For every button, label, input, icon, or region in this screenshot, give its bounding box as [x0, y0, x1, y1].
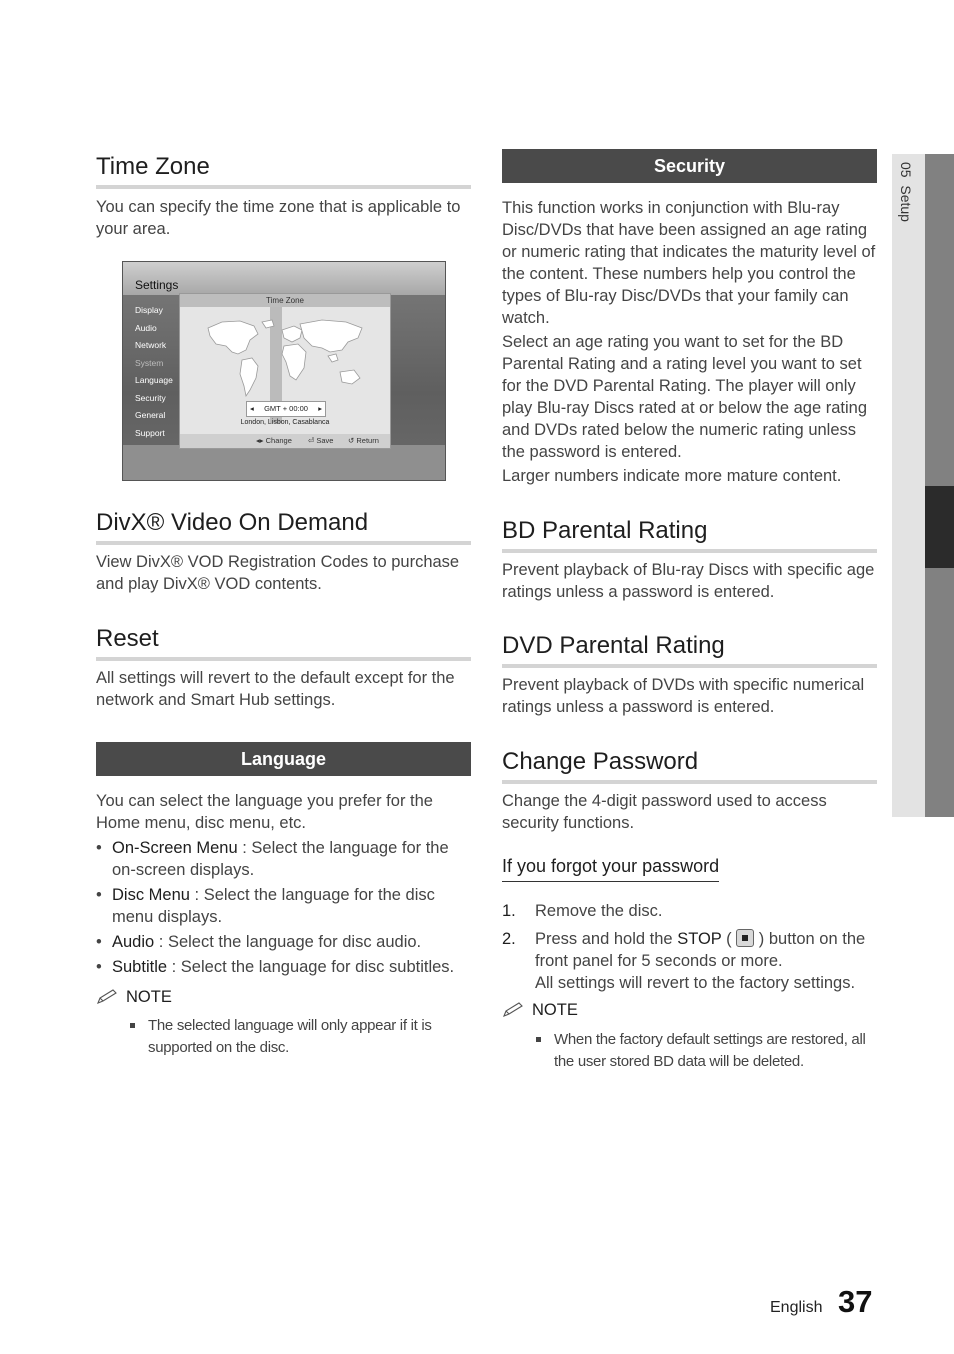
- menu-item-general[interactable]: General: [135, 410, 166, 420]
- dvd-parental-text: Prevent playback of DVDs with specific numerical ratings unless a password is entered.: [502, 676, 865, 716]
- pencil-icon: [502, 1002, 526, 1018]
- cities-label: London, Lisbon, Casablanca: [240, 419, 330, 426]
- language-note-title: NOTE: [96, 988, 172, 1007]
- save-hint: ⏎ Save: [308, 436, 334, 445]
- chapter-tab: [892, 154, 925, 817]
- language-list: [96, 837, 474, 981]
- chapter-label: 05 Setup: [898, 162, 914, 222]
- square-bullet-icon: [130, 1023, 135, 1028]
- panel-footer: [180, 434, 390, 448]
- heading-rule: [502, 664, 877, 668]
- settings-bottom-band: [123, 445, 445, 480]
- security-bar: Security: [502, 149, 877, 183]
- menu-item-network[interactable]: Network: [135, 340, 167, 350]
- gmt-value: GMT + 00:00: [264, 404, 308, 413]
- heading-rule: [96, 657, 471, 661]
- security-p2: Select an age rating you want to set for the BD Parental Rating and a rating level you want to set for the DVD Parental Rating. The player will only play Blu-ray Discs rated at or below the age rating and DVDs rated below the numeric rating unless the password is entered.: [502, 333, 868, 461]
- list-item: • Subtitle : Select the language for disc subtitles.: [96, 956, 474, 978]
- menu-item-language[interactable]: Language: [135, 375, 173, 385]
- settings-menu: [135, 302, 173, 442]
- heading-rule: [502, 780, 877, 784]
- arrow-left-icon[interactable]: ◂: [250, 404, 254, 413]
- square-bullet-icon: [536, 1037, 541, 1042]
- heading-rule: [96, 185, 471, 189]
- list-item: • On-Screen Menu : Select the language for the on-screen displays.: [96, 837, 474, 881]
- return-hint: ↺ Return: [348, 436, 379, 445]
- arrow-right-icon[interactable]: ▸: [318, 404, 322, 413]
- step-1: 1. Remove the disc.: [502, 902, 663, 920]
- return-icon: ↺: [348, 436, 357, 445]
- time-zone-text: You can specify the time zone that is applicable to your area.: [96, 198, 461, 238]
- stop-button-icon: [736, 929, 754, 947]
- password-note-text: When the factory default settings are restored, all the user stored BD data will be deleted.: [536, 1029, 874, 1073]
- menu-item-system[interactable]: System: [135, 357, 164, 368]
- change-password-text: Change the 4-digit password used to access security functions.: [502, 792, 827, 832]
- chapter-marker: [925, 486, 954, 568]
- language-bar: Language: [96, 742, 471, 776]
- language-intro: You can select the language you prefer for the Home menu, disc menu, etc.: [96, 792, 433, 832]
- settings-screenshot: [122, 261, 446, 481]
- bd-parental-heading: BD Parental Rating: [502, 517, 708, 544]
- heading-rule: [96, 541, 471, 545]
- list-item: • Audio : Select the language for disc audio.: [96, 931, 474, 953]
- panel-title: Time Zone: [180, 294, 390, 307]
- menu-item-display[interactable]: Display: [135, 305, 163, 315]
- bd-parental-text: Prevent playback of Blu-ray Discs with specific age ratings unless a password is entered.: [502, 561, 875, 601]
- enter-icon: ⏎: [308, 436, 317, 445]
- change-password-heading: Change Password: [502, 748, 699, 775]
- time-zone-heading: Time Zone: [96, 153, 210, 180]
- pencil-icon: [96, 989, 120, 1005]
- world-map-icon: [202, 316, 370, 402]
- language-note-text: The selected language will only appear if it is supported on the disc.: [130, 1015, 458, 1059]
- reset-heading: Reset: [96, 625, 159, 652]
- time-zone-panel: [179, 293, 391, 449]
- reset-text: All settings will revert to the default except for the network and Smart Hub settings.: [96, 669, 455, 709]
- change-hint: ◂▸ Change: [256, 436, 292, 445]
- gmt-selector[interactable]: [246, 401, 326, 417]
- security-p3: Larger numbers indicate more mature content.: [502, 467, 842, 485]
- divx-heading: DivX® Video On Demand: [96, 509, 369, 536]
- list-item: • Disc Menu : Select the language for the disc menu displays.: [96, 884, 474, 928]
- divx-text: View DivX® VOD Registration Codes to purchase and play DivX® VOD contents.: [96, 553, 460, 593]
- footer-language: English: [770, 1299, 823, 1316]
- settings-title: Settings: [135, 278, 179, 292]
- page-number: 37: [838, 1284, 873, 1319]
- dvd-parental-heading: DVD Parental Rating: [502, 632, 725, 659]
- left-right-icon: ◂▸: [256, 436, 266, 445]
- security-p1: This function works in conjunction with Blu-ray Disc/DVDs that have been assigned an age rating or numeric rating that indicates the maturity level of the content. These numbers help you control the types of Blu-ray Disc/DVDs that your family can watch.: [502, 199, 876, 327]
- menu-item-audio[interactable]: Audio: [135, 322, 157, 333]
- password-note-title: NOTE: [502, 1001, 578, 1020]
- heading-rule: [502, 549, 877, 553]
- menu-item-security[interactable]: Security: [135, 392, 166, 403]
- menu-item-support[interactable]: Support: [135, 427, 165, 438]
- forgot-password-heading: If you forgot your password: [502, 856, 719, 882]
- step-2: 2. Press and hold the STOP ( ) button on the front panel for 5 seconds or more. All settings will revert to the factory settings.: [502, 930, 866, 992]
